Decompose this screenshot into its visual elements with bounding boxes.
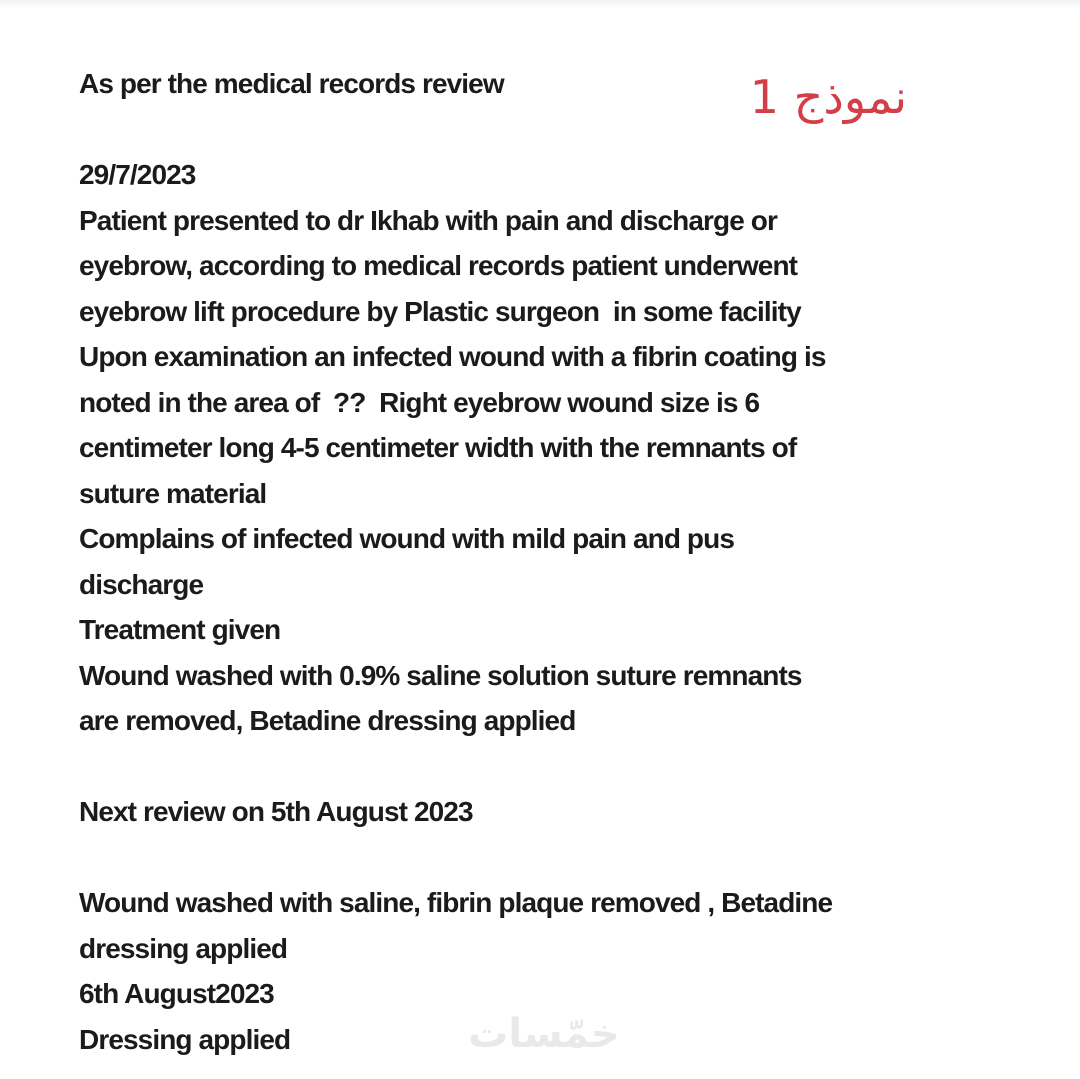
document-lines <box>79 107 1039 1063</box>
text-line: 29/7/2023 <box>79 159 196 190</box>
text-line: Complains of infected wound with mild pain and pus <box>79 523 735 554</box>
text-line: Patient presented to dr Ikhab with pain and discharge or <box>79 204 777 236</box>
text-line: noted in the area of ?? Right eyebrow wound size is 6 <box>79 386 760 418</box>
text-line: eyebrow lift procedure by Plastic surgeon in some facility <box>79 295 801 327</box>
text-line: Treatment given <box>79 614 281 645</box>
page-title: As per the medical records review <box>79 68 504 99</box>
medical-record-text <box>79 61 1039 1062</box>
text-line <box>79 835 1039 881</box>
text-line: Dressing applied <box>79 1023 291 1055</box>
text-line: Upon examination an infected wound with a fibrin coating is <box>79 341 826 372</box>
text-line: Next review on 5th August 2023 <box>79 796 473 827</box>
top-edge-shade <box>0 0 1080 8</box>
khamsat-watermark: خمّسات <box>468 1011 620 1057</box>
text-line: 6th August2023 <box>79 978 274 1009</box>
text-line: are removed, Betadine dressing applied <box>79 705 576 736</box>
form-number-label: نموذج 1 <box>749 70 907 124</box>
text-line: Wound washed with saline, fibrin plaque removed , Betadine <box>79 887 833 918</box>
text-line: centimeter long 4-5 centimeter width with the remnants of <box>79 432 797 463</box>
text-line <box>79 744 1039 790</box>
text-line: dressing applied <box>79 932 288 964</box>
text-line: eyebrow, according to medical records patient underwent <box>79 250 798 281</box>
text-line: discharge <box>79 568 204 600</box>
text-line: suture material <box>79 477 267 509</box>
text-line: Wound washed with 0.9% saline solution suture remnants <box>79 659 802 691</box>
text-line <box>79 107 1039 153</box>
